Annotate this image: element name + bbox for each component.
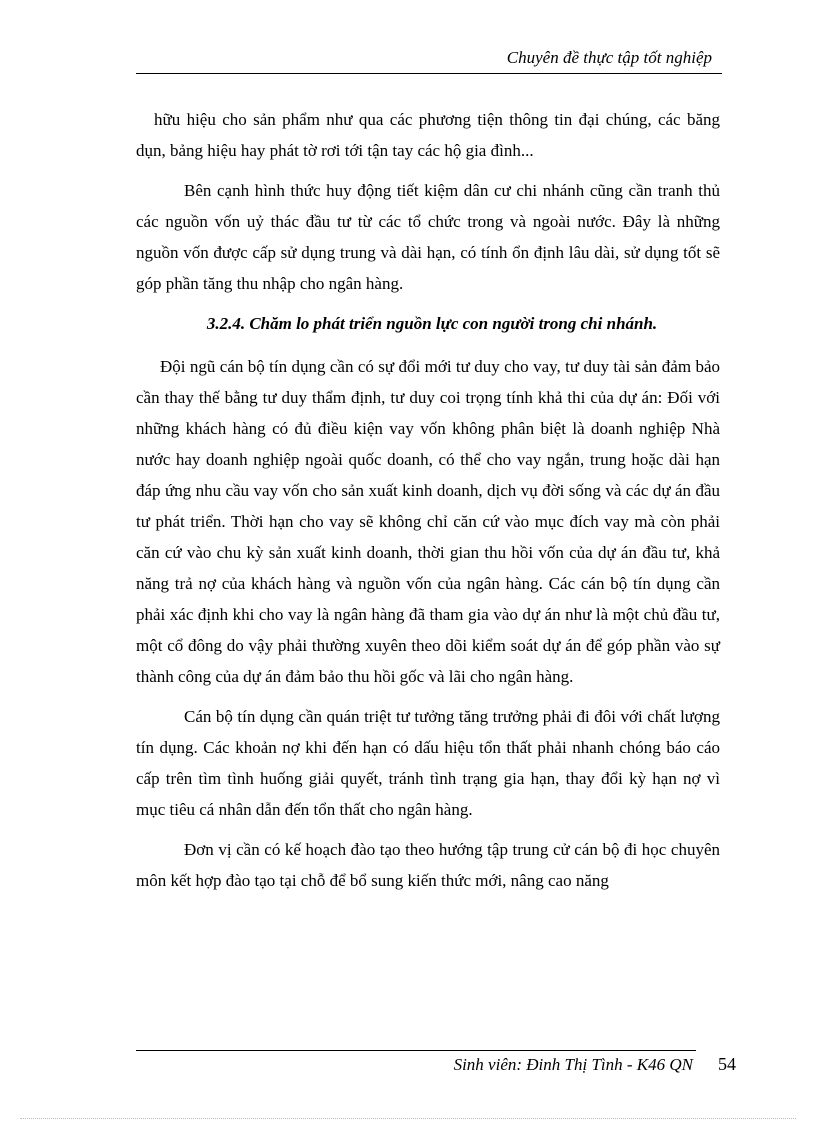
page-border-dots	[20, 1118, 796, 1119]
running-header: Chuyên đề thực tập tốt nghiệp	[506, 48, 712, 67]
footer-rule	[136, 1050, 696, 1051]
paragraph-3: Đội ngũ cán bộ tín dụng cần có sự đổi mới tư duy cho vay, tư duy tài sản đảm bảo cần thay thế bằng tư duy thẩm định, tư duy coi trọng tính khả thi của dự án: Đối với những khách hàng có đủ điều kiện vay vốn không phân biệt là doanh nghiệp Nhà nước hay doanh nghiệp ngoài quốc doanh, có thể cho vay ngắn, trung hoặc dài hạn đáp ứng nhu cầu vay vốn cho sản xuất kinh doanh, dịch vụ đời sống và các dự án đầu tư phát triển. Thời hạn cho vay sẽ không chỉ căn cứ vào mục đích vay mà còn phải căn cứ vào chu kỳ sản xuất kinh doanh, thời gian thu hồi vốn của dự án đầu tư, khả năng trả nợ của khách hàng và nguồn vốn của ngân hàng. Các cán bộ tín dụng cần phải xác định khi cho vay là ngân hàng đã tham gia vào dự án như là một chủ đầu tư, một cổ đông do vậy phải thường xuyên theo dõi kiểm soát dự án để góp phần vào sự thành công của dự án đảm bảo thu hồi gốc và lãi cho ngân hàng.	[136, 357, 720, 686]
running-footer: Sinh viên: Đinh Thị Tình - K46 QN	[453, 1055, 693, 1074]
paragraph-4: Cán bộ tín dụng cần quán triệt tư tưởng tăng trưởng phải đi đôi với chất lượng tín dụng. Các khoản nợ khi đến hạn có dấu hiệu tổn thất phải nhanh chóng báo cáo cấp trên tìm tình huống giải quyết, tránh tình trạng gia hạn, thay đổi kỳ hạn nợ vì mục tiêu cá nhân dẫn đến tổn thất cho ngân hàng.	[136, 707, 720, 819]
page-number: 54	[718, 1054, 736, 1074]
section-heading: 3.2.4. Chăm lo phát triển nguồn lực con người trong chi nhánh.	[206, 314, 658, 333]
header-rule	[136, 73, 722, 74]
paragraph-2: Bên cạnh hình thức huy động tiết kiệm dân cư chi nhánh cũng cần tranh thủ các nguồn vốn uỷ thác đầu tư từ các tổ chức trong và ngoài nước. Đây là những nguồn vốn được cấp sử dụng trung và dài hạn, có tính ổn định lâu dài, sử dụng tốt sẽ góp phần tăng thu nhập cho ngân hàng.	[136, 181, 720, 293]
paragraph-5: Đơn vị cần có kế hoạch đào tạo theo hướng tập trung cử cán bộ đi học chuyên môn kết hợp đào tạo tại chỗ để bổ sung kiến thức mới, nâng cao năng	[136, 840, 720, 890]
body-text	[136, 104, 720, 905]
paragraph-1: hữu hiệu cho sản phẩm như qua các phương tiện thông tin đại chúng, các băng dụn, bảng hiệu hay phát tờ rơi tới tận tay các hộ gia đình...	[136, 110, 720, 160]
